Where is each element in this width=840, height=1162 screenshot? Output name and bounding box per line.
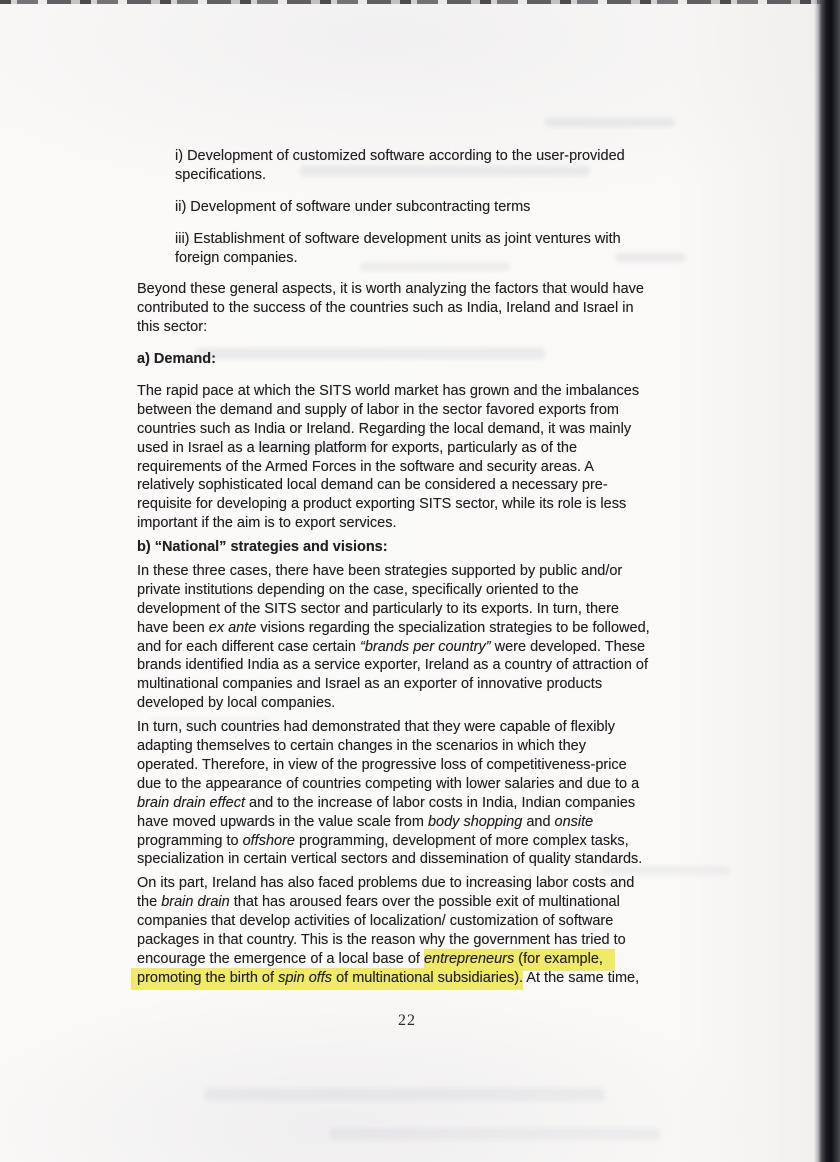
text-segment: and for each different case certain: [137, 638, 361, 655]
text-segment: programming to: [137, 832, 243, 849]
text-segment: encourage the emergence of a local base of: [137, 950, 424, 967]
text-segment: programming, development of more complex tasks,: [294, 832, 629, 849]
text-segment: relatively sophisticated local demand can be considered a necessary pre-: [137, 477, 608, 494]
text-line: [137, 619, 703, 638]
text-line: [137, 538, 703, 557]
text-line: [175, 166, 703, 185]
paragraph: [137, 280, 703, 337]
text-line: [137, 562, 703, 581]
text-segment: were developed. These: [490, 638, 646, 655]
scan-right-edge-artifact: [814, 0, 840, 1162]
text-segment: companies that develop activities of localization/ customization of software: [137, 913, 614, 930]
text-line: [137, 969, 703, 988]
text-segment: multinational companies and Israel as an exporter of innovative products: [137, 676, 603, 693]
text-segment: foreign companies.: [175, 249, 298, 266]
text-segment: operated. Therefore, in view of the progressive loss of competitiveness-price: [137, 756, 627, 773]
text-line: [137, 638, 703, 657]
text-segment: requisite for developing a product exporting SITS sector, while its role is less: [137, 496, 627, 513]
text-line: [175, 147, 703, 166]
list-item: [175, 230, 703, 268]
highlighted-text: promoting the birth of: [131, 968, 278, 989]
text-line: [137, 495, 703, 514]
text-line: [137, 813, 703, 832]
text-segment: adapting themselves to certain changes in the scenarios in which they: [137, 738, 586, 755]
text-segment: requirements of the Armed Forces in the software and security areas. A: [137, 458, 594, 475]
text-line: [137, 850, 703, 869]
text-line: [175, 198, 703, 217]
text-line: [137, 874, 703, 893]
text-line: [137, 675, 703, 694]
text-segment: onsite: [554, 813, 594, 830]
text-line: [137, 514, 703, 533]
text-line: [137, 656, 703, 675]
text-segment: iii) Establishment of software development units as joint ventures with: [175, 230, 621, 247]
text-line: [137, 350, 703, 369]
text-segment: and: [522, 813, 555, 830]
text-segment: visions regarding the specialization strategies to be followed,: [256, 619, 650, 636]
text-segment: Beyond these general aspects, it is worth analyzing the factors that would have: [137, 281, 644, 298]
text-line: [137, 581, 703, 600]
paragraph: [137, 718, 703, 869]
page-content: [137, 147, 703, 993]
text-segment: important if the aim is to export services.: [137, 515, 397, 532]
text-segment: this sector:: [137, 319, 208, 336]
text-segment: brain drain effect: [137, 794, 246, 811]
highlighted-text: entrepreneurs: [424, 949, 514, 970]
text-line: [137, 832, 703, 851]
text-line: [137, 382, 703, 401]
page-number: 22: [398, 1012, 416, 1029]
text-segment: brands identified India as a service exporter, Ireland as a country of attraction of: [137, 657, 649, 674]
text-line: [137, 737, 703, 756]
text-segment: a) Demand:: [137, 351, 216, 368]
bleedthrough-smudge: [545, 118, 675, 127]
text-line: [137, 458, 703, 477]
text-segment: development of the SITS sector and particularly to its exports. In turn, there: [137, 600, 619, 617]
text-segment: have been: [137, 619, 209, 636]
text-segment: specifications.: [175, 166, 267, 183]
text-segment: body shopping: [427, 813, 523, 830]
highlighted-text: of multinational subsidiaries).: [332, 968, 523, 989]
text-line: [137, 694, 703, 713]
text-segment: ex ante: [208, 619, 257, 636]
text-segment: On its part, Ireland has also faced problems due to increasing labor costs and: [137, 875, 635, 892]
bleedthrough-smudge: [330, 1128, 660, 1140]
text-segment: “brands per country”: [360, 638, 491, 655]
text-line: [175, 249, 703, 268]
text-line: [137, 420, 703, 439]
text-line: [137, 893, 703, 912]
text-line: [137, 439, 703, 458]
text-line: [137, 318, 703, 337]
text-line: [137, 299, 703, 318]
text-line: [137, 476, 703, 495]
text-segment: the: [137, 894, 162, 911]
text-segment: At the same time,: [523, 969, 640, 986]
text-segment: have moved upwards in the value scale from: [137, 813, 428, 830]
text-segment: that has aroused fears over the possible exit of multinational: [229, 894, 620, 911]
scan-top-edge-artifact: [0, 0, 826, 4]
text-line: [137, 280, 703, 299]
text-line: [137, 794, 703, 813]
bleedthrough-smudge: [205, 1088, 605, 1101]
paragraph: [137, 382, 703, 533]
text-line: [137, 600, 703, 619]
text-segment: brain drain: [161, 894, 230, 911]
list-item: [175, 198, 703, 217]
text-segment: countries such as India or Ireland. Regarding the local demand, it was mainly: [137, 420, 632, 437]
text-segment: The rapid pace at which the SITS world market has grown and the imbalances: [137, 383, 640, 400]
text-segment: specialization in certain vertical sectors and dissemination of quality standards.: [137, 851, 643, 868]
text-line: [137, 401, 703, 420]
text-segment: private institutions depending on the case, specifically oriented to the: [137, 581, 579, 598]
list-item: [175, 147, 703, 185]
text-segment: offshore: [242, 832, 295, 849]
text-line: [137, 756, 703, 775]
text-line: [137, 718, 703, 737]
heading: [137, 538, 703, 557]
text-segment: contributed to the success of the countries such as India, Ireland and Israel in: [137, 300, 634, 317]
text-segment: and to the increase of labor costs in India, Indian companies: [245, 794, 636, 811]
text-segment: developed by local companies.: [137, 695, 336, 712]
text-segment: In turn, such countries had demonstrated that they were capable of flexibly: [137, 719, 615, 736]
text-segment: between the demand and supply of labor in the sector favored exports from: [137, 401, 620, 418]
paragraph: [137, 874, 703, 987]
text-line: [137, 775, 703, 794]
heading: [137, 350, 703, 369]
text-segment: b) “National” strategies and visions:: [137, 539, 388, 556]
highlighted-text: spin offs: [278, 968, 332, 989]
text-segment: due to the appearance of countries competing with lower salaries and due to a: [137, 775, 640, 792]
text-segment: used in Israel as a learning platform for exports, particularly as of the: [137, 439, 578, 456]
text-segment: In these three cases, there have been strategies supported by public and/or: [137, 563, 623, 580]
text-line: [137, 912, 703, 931]
text-segment: i) Development of customized software according to the user-provided: [175, 148, 625, 164]
text-line: [175, 230, 703, 249]
text-segment: ii) Development of software under subcontracting terms: [175, 198, 531, 215]
text-line: [137, 950, 703, 969]
paragraph: [137, 562, 703, 713]
text-segment: packages in that country. This is the reason why the government has tried to: [137, 931, 626, 948]
highlighted-text: (for example,: [514, 949, 615, 970]
text-line: [137, 931, 703, 950]
